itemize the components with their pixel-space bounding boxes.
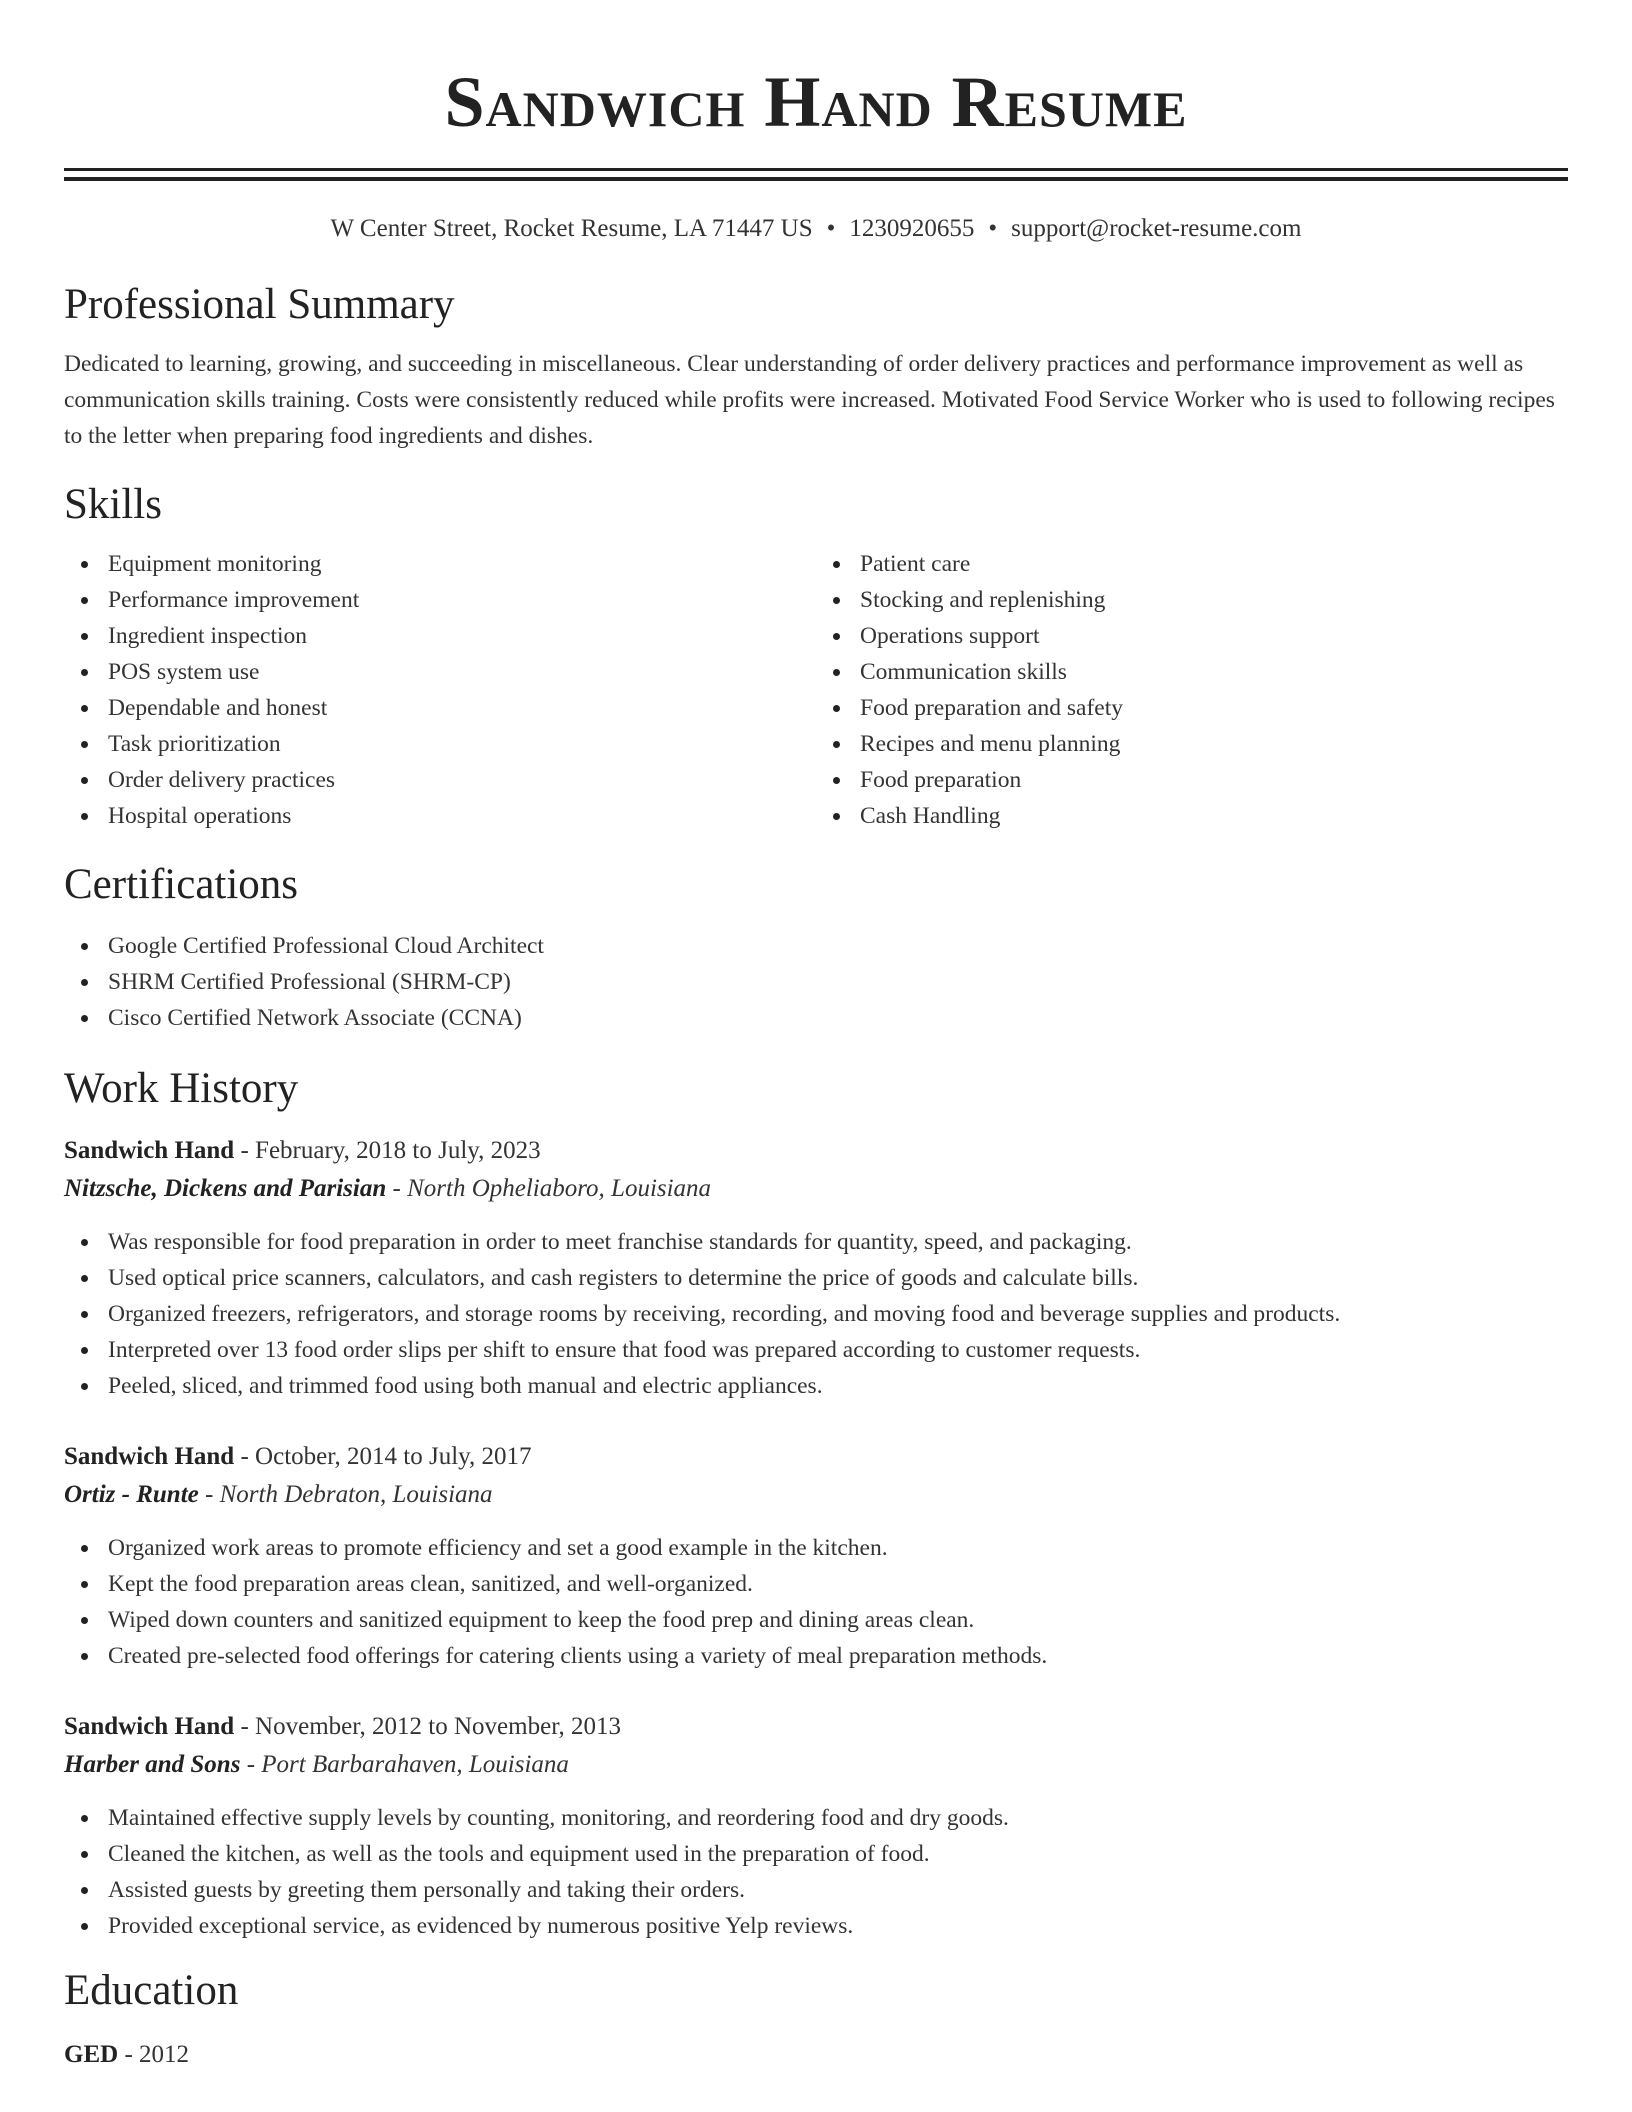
- job-duty: Cleaned the kitchen, as well as the tools and equipment used in the preparation of food.: [108, 1836, 1568, 1872]
- job-company: Harber and Sons: [64, 1751, 241, 1778]
- education-degree: GED: [64, 2041, 119, 2068]
- summary-text: Dedicated to learning, growing, and succeeding in miscellaneous. Clear understanding of order delivery practices and performance improvement as well as communication skills training. Costs were consistently reduced while profits were increased. Motivated Food Service Worker who is used to following recipes to the letter when preparing food ingredients and dishes.: [64, 351, 1555, 449]
- job-company-line: [64, 1170, 1568, 1208]
- certifications-list: [64, 928, 1568, 1036]
- job-company: Ortiz - Runte: [64, 1481, 199, 1508]
- education-heading: Education: [64, 1967, 239, 2014]
- skill-item: Patient care: [860, 546, 1568, 582]
- job-location: - Port Barbarahaven, Louisiana: [240, 1751, 569, 1778]
- job-title: Sandwich Hand: [64, 1137, 235, 1164]
- job-duty: Peeled, sliced, and trimmed food using both manual and electric appliances.: [108, 1368, 1568, 1404]
- contact-line: [64, 214, 1568, 244]
- title-divider-top: [64, 168, 1568, 171]
- job-location: - North Opheliaboro, Louisiana: [386, 1175, 712, 1202]
- job-duty: Kept the food preparation areas clean, sanitized, and well-organized.: [108, 1566, 1568, 1602]
- skill-item: Cash Handling: [860, 798, 1568, 834]
- job-entry: [64, 1132, 1568, 1404]
- contact-separator: •: [826, 215, 836, 242]
- education-year: - 2012: [118, 2041, 190, 2068]
- job-duty: Provided exceptional service, as evidenced by numerous positive Yelp reviews.: [108, 1908, 1568, 1944]
- skill-item: POS system use: [108, 654, 816, 690]
- job-duties-list: [64, 1800, 1568, 1944]
- skill-item: Hospital operations: [108, 798, 816, 834]
- skills-list-left: [64, 546, 816, 834]
- job-title: Sandwich Hand: [64, 1713, 235, 1740]
- skills-columns: [64, 546, 1568, 834]
- job-title: Sandwich Hand: [64, 1443, 235, 1470]
- title-divider-bottom: [64, 177, 1568, 181]
- job-title-line: [64, 1708, 1568, 1746]
- job-duty: Organized freezers, refrigerators, and storage rooms by receiving, recording, and moving food and beverage supplies and products.: [108, 1296, 1568, 1332]
- certification-item: Google Certified Professional Cloud Architect: [108, 928, 1568, 964]
- skill-item: Ingredient inspection: [108, 618, 816, 654]
- skill-item: Recipes and menu planning: [860, 726, 1568, 762]
- job-company-line: [64, 1746, 1568, 1784]
- job-duty: Assisted guests by greeting them personally and taking their orders.: [108, 1872, 1568, 1908]
- job-duty: Used optical price scanners, calculators, and cash registers to determine the price of goods and calculate bills.: [108, 1260, 1568, 1296]
- job-duties-list: [64, 1224, 1568, 1404]
- job-duties-list: [64, 1530, 1568, 1674]
- job-duty: Interpreted over 13 food order slips per shift to ensure that food was prepared according to customer requests.: [108, 1332, 1568, 1368]
- certification-item: SHRM Certified Professional (SHRM-CP): [108, 964, 1568, 1000]
- job-duty: Created pre-selected food offerings for catering clients using a variety of meal preparation methods.: [108, 1638, 1568, 1674]
- job-dates: - October, 2014 to July, 2017: [234, 1443, 532, 1470]
- skill-item: Food preparation and safety: [860, 690, 1568, 726]
- job-company: Nitzsche, Dickens and Parisian: [64, 1175, 387, 1202]
- skill-item: Performance improvement: [108, 582, 816, 618]
- skill-item: Food preparation: [860, 762, 1568, 798]
- job-entry: [64, 1708, 1568, 1944]
- job-location: - North Debraton, Louisiana: [198, 1481, 493, 1508]
- contact-phone: 1230920655: [849, 215, 975, 242]
- job-dates: - November, 2012 to November, 2013: [234, 1713, 622, 1740]
- job-duty: Maintained effective supply levels by counting, monitoring, and reordering food and dry goods.: [108, 1800, 1568, 1836]
- job-entry: [64, 1438, 1568, 1674]
- contact-separator: •: [988, 215, 998, 242]
- job-title-line: [64, 1132, 1568, 1170]
- skill-item: Equipment monitoring: [108, 546, 816, 582]
- skill-item: Dependable and honest: [108, 690, 816, 726]
- job-duty: Organized work areas to promote efficiency and set a good example in the kitchen.: [108, 1530, 1568, 1566]
- skills-list-right: [816, 546, 1568, 834]
- resume-page: [64, 0, 1568, 2074]
- certification-item: Cisco Certified Network Associate (CCNA): [108, 1000, 1568, 1036]
- page-title: Sandwich Hand Resume: [444, 62, 1188, 142]
- skill-item: Communication skills: [860, 654, 1568, 690]
- work-history-heading: Work History: [64, 1065, 299, 1112]
- job-dates: - February, 2018 to July, 2023: [234, 1137, 541, 1164]
- job-duty: Was responsible for food preparation in order to meet franchise standards for quantity, speed, and packaging.: [108, 1224, 1568, 1260]
- skill-item: Operations support: [860, 618, 1568, 654]
- certifications-heading: Certifications: [64, 861, 299, 908]
- summary-heading: Professional Summary: [64, 281, 455, 328]
- job-title-line: [64, 1438, 1568, 1476]
- skill-item: Task prioritization: [108, 726, 816, 762]
- job-duty: Wiped down counters and sanitized equipment to keep the food prep and dining areas clean.: [108, 1602, 1568, 1638]
- skill-item: Stocking and replenishing: [860, 582, 1568, 618]
- job-company-line: [64, 1476, 1568, 1514]
- skill-item: Order delivery practices: [108, 762, 816, 798]
- contact-address: W Center Street, Rocket Resume, LA 71447 US: [330, 215, 813, 242]
- contact-email: support@rocket-resume.com: [1011, 215, 1302, 242]
- education-entry: [64, 2036, 1568, 2074]
- skills-heading: Skills: [64, 481, 162, 528]
